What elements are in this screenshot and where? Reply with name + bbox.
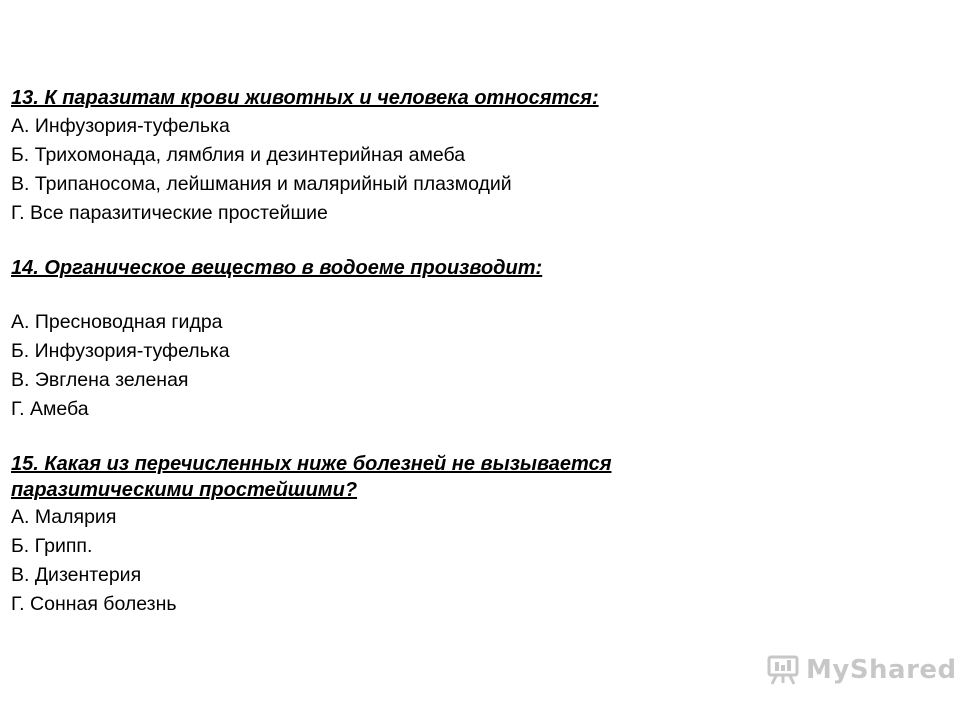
presentation-board-icon [766, 654, 800, 686]
slide-content [11, 85, 911, 619]
question-13-option-c: В. Трипаносома, лейшмания и малярийный плазмодий [11, 173, 512, 195]
question-13-option-b: Б. Трихомонада, лямблия и дезинтерийная амеба [11, 144, 466, 166]
question-14-title: 14. Органическое вещество в водоеме производит: [11, 257, 543, 279]
question-15-option-d: Г. Сонная болезнь [11, 593, 177, 615]
question-14-option-d: Г. Амеба [11, 398, 89, 420]
spacer [11, 282, 911, 308]
question-15-title-line-1: 15. Какая из перечисленных ниже болезней не вызывается [11, 453, 612, 475]
question-14-option-c: В. Эвглена зеленая [11, 369, 189, 391]
watermark-text: MyShared [806, 655, 957, 685]
question-13 [11, 85, 911, 228]
question-15-option-c: В. Дизентерия [11, 564, 142, 586]
question-15-option-a: А. Малярия [11, 506, 117, 528]
question-14 [11, 255, 911, 424]
question-15-option-b: Б. Грипп. [11, 535, 93, 557]
question-14-option-a: А. Пресноводная гидра [11, 311, 223, 333]
question-15 [11, 451, 911, 619]
question-13-option-a: А. Инфузория-туфелька [11, 115, 230, 137]
question-14-option-b: Б. Инфузория-туфелька [11, 340, 230, 362]
spacer [11, 424, 911, 451]
question-15-title-line-2: паразитическими простейшими? [11, 479, 358, 501]
spacer [11, 228, 911, 255]
question-13-title: 13. К паразитам крови животных и человека относятся: [11, 87, 599, 109]
question-13-option-d: Г. Все паразитические простейшие [11, 202, 328, 224]
myshared-watermark [766, 654, 957, 686]
